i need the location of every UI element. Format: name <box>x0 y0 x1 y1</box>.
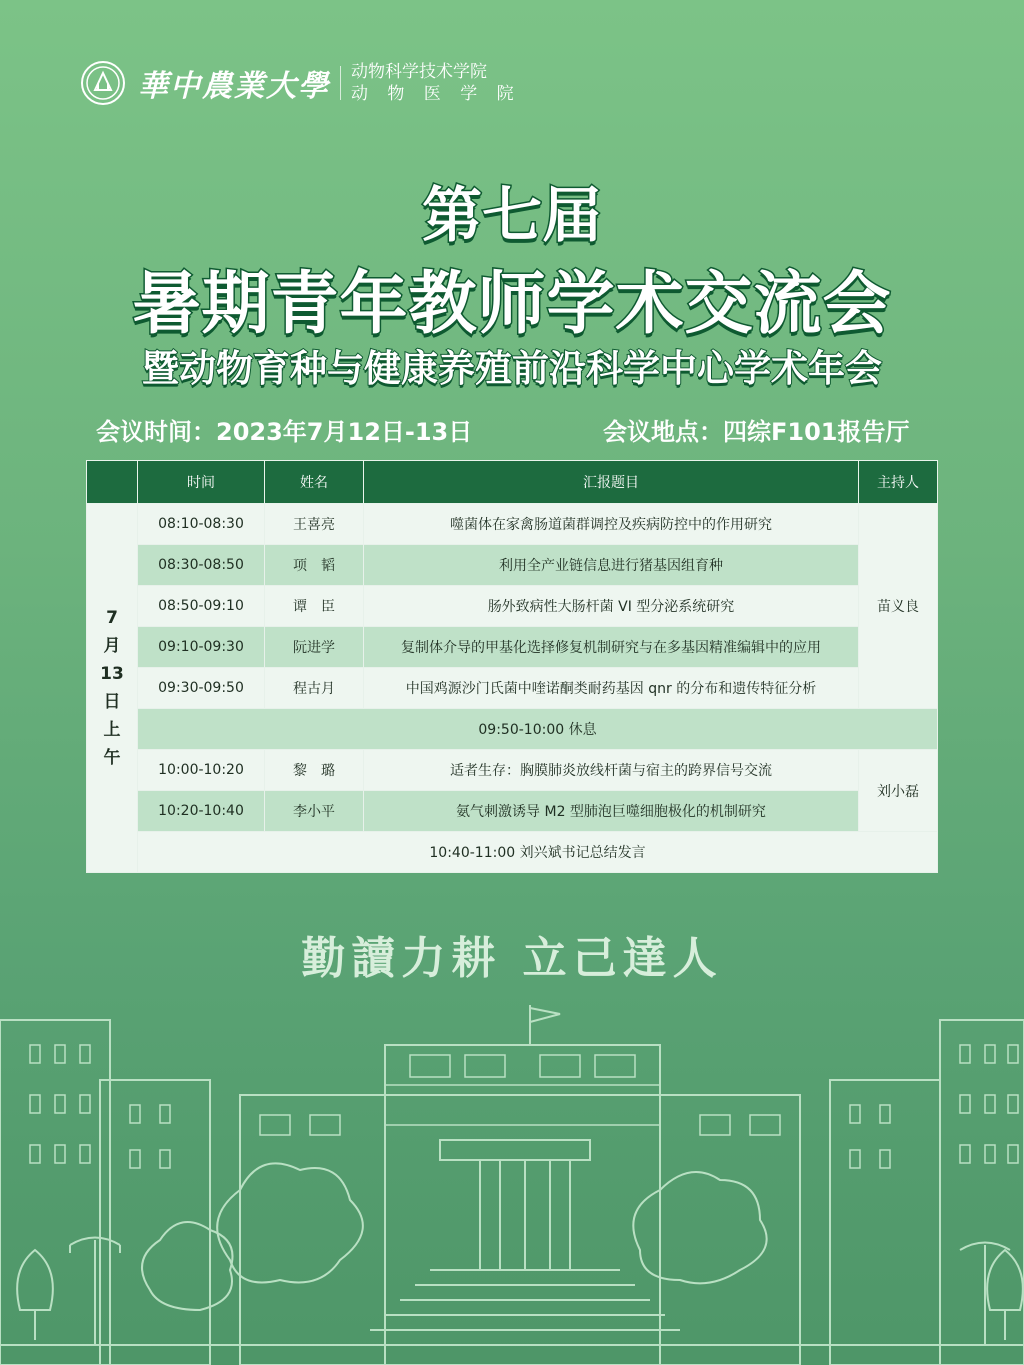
row-title: 氨气刺激诱导 M2 型肺泡巨噬细胞极化的机制研究 <box>364 791 859 832</box>
header-divider <box>340 66 341 100</box>
header-day <box>87 461 138 504</box>
row-title: 适者生存：胸膜肺炎放线杆菌与宿主的跨界信号交流 <box>364 750 859 791</box>
row-time: 09:30-09:50 <box>138 668 265 709</box>
university-emblem-icon <box>80 60 126 106</box>
day-char: 日 <box>103 692 121 712</box>
closing-row <box>87 832 938 873</box>
edition-title: 第七届 <box>422 181 602 251</box>
meeting-place: 会议地点：四综F101报告厅 <box>603 418 910 446</box>
row-name: 阮进学 <box>265 627 364 668</box>
day-label <box>87 504 138 873</box>
meeting-time: 会议时间：2023年7月12日-13日 <box>96 418 473 446</box>
row-time: 08:10-08:30 <box>138 504 265 545</box>
table-row <box>87 750 938 791</box>
table-row <box>87 586 938 627</box>
day-char: 月 <box>103 636 121 656</box>
break-row <box>87 709 938 750</box>
day-char: 7 <box>106 608 118 628</box>
row-name: 黎 璐 <box>265 750 364 791</box>
row-title: 噬菌体在家禽肠道菌群调控及疾病防控中的作用研究 <box>364 504 859 545</box>
college-veterinary: 动 物 医 学 院 <box>351 84 521 104</box>
day-char: 午 <box>103 748 121 768</box>
row-name: 李小平 <box>265 791 364 832</box>
row-time: 09:10-09:30 <box>138 627 265 668</box>
main-title: 暑期青年教师学术交流会 <box>132 265 892 344</box>
row-title: 复制体介导的甲基化选择修复机制研究与在多基因精准编辑中的应用 <box>364 627 859 668</box>
row-time: 08:50-09:10 <box>138 586 265 627</box>
break-label: 09:50-10:00 休息 <box>138 709 938 750</box>
sub-title: 暨动物育种与健康养殖前沿科学中心学术年会 <box>142 347 882 390</box>
college-animal-science: 动物科学技术学院 <box>351 62 487 82</box>
header-host: 主持人 <box>859 461 938 504</box>
table-row <box>87 791 938 832</box>
row-title: 利用全产业链信息进行猪基因组育种 <box>364 545 859 586</box>
table-row <box>87 545 938 586</box>
day-char: 上 <box>103 720 121 740</box>
day-char: 13 <box>100 664 124 684</box>
row-name: 谭 臣 <box>265 586 364 627</box>
university-name: 華中農業大學 <box>138 69 330 104</box>
row-time: 10:20-10:40 <box>138 791 265 832</box>
session2-host: 刘小磊 <box>859 750 938 832</box>
row-time: 10:00-10:20 <box>138 750 265 791</box>
motto: 勤讀力耕 立己達人 <box>301 933 723 984</box>
header-topic: 汇报题目 <box>364 461 859 504</box>
campus-building-illustration <box>0 1000 1024 1365</box>
header-name: 姓名 <box>265 461 364 504</box>
table-header-row <box>87 461 938 504</box>
row-name: 程古月 <box>265 668 364 709</box>
header-time: 时间 <box>138 461 265 504</box>
row-title: 肠外致病性大肠杆菌 VI 型分泌系统研究 <box>364 586 859 627</box>
closing-label: 10:40-11:00 刘兴斌书记总结发言 <box>138 832 938 873</box>
schedule-table <box>86 460 938 873</box>
row-time: 08:30-08:50 <box>138 545 265 586</box>
table-row <box>87 668 938 709</box>
table-row <box>87 627 938 668</box>
row-name: 王喜亮 <box>265 504 364 545</box>
table-row <box>87 504 938 545</box>
header <box>80 60 521 106</box>
row-name: 项 韬 <box>265 545 364 586</box>
session1-host: 苗义良 <box>859 504 938 709</box>
college-list <box>351 61 521 105</box>
row-title: 中国鸡源沙门氏菌中喹诺酮类耐药基因 qnr 的分布和遗传特征分析 <box>364 668 859 709</box>
